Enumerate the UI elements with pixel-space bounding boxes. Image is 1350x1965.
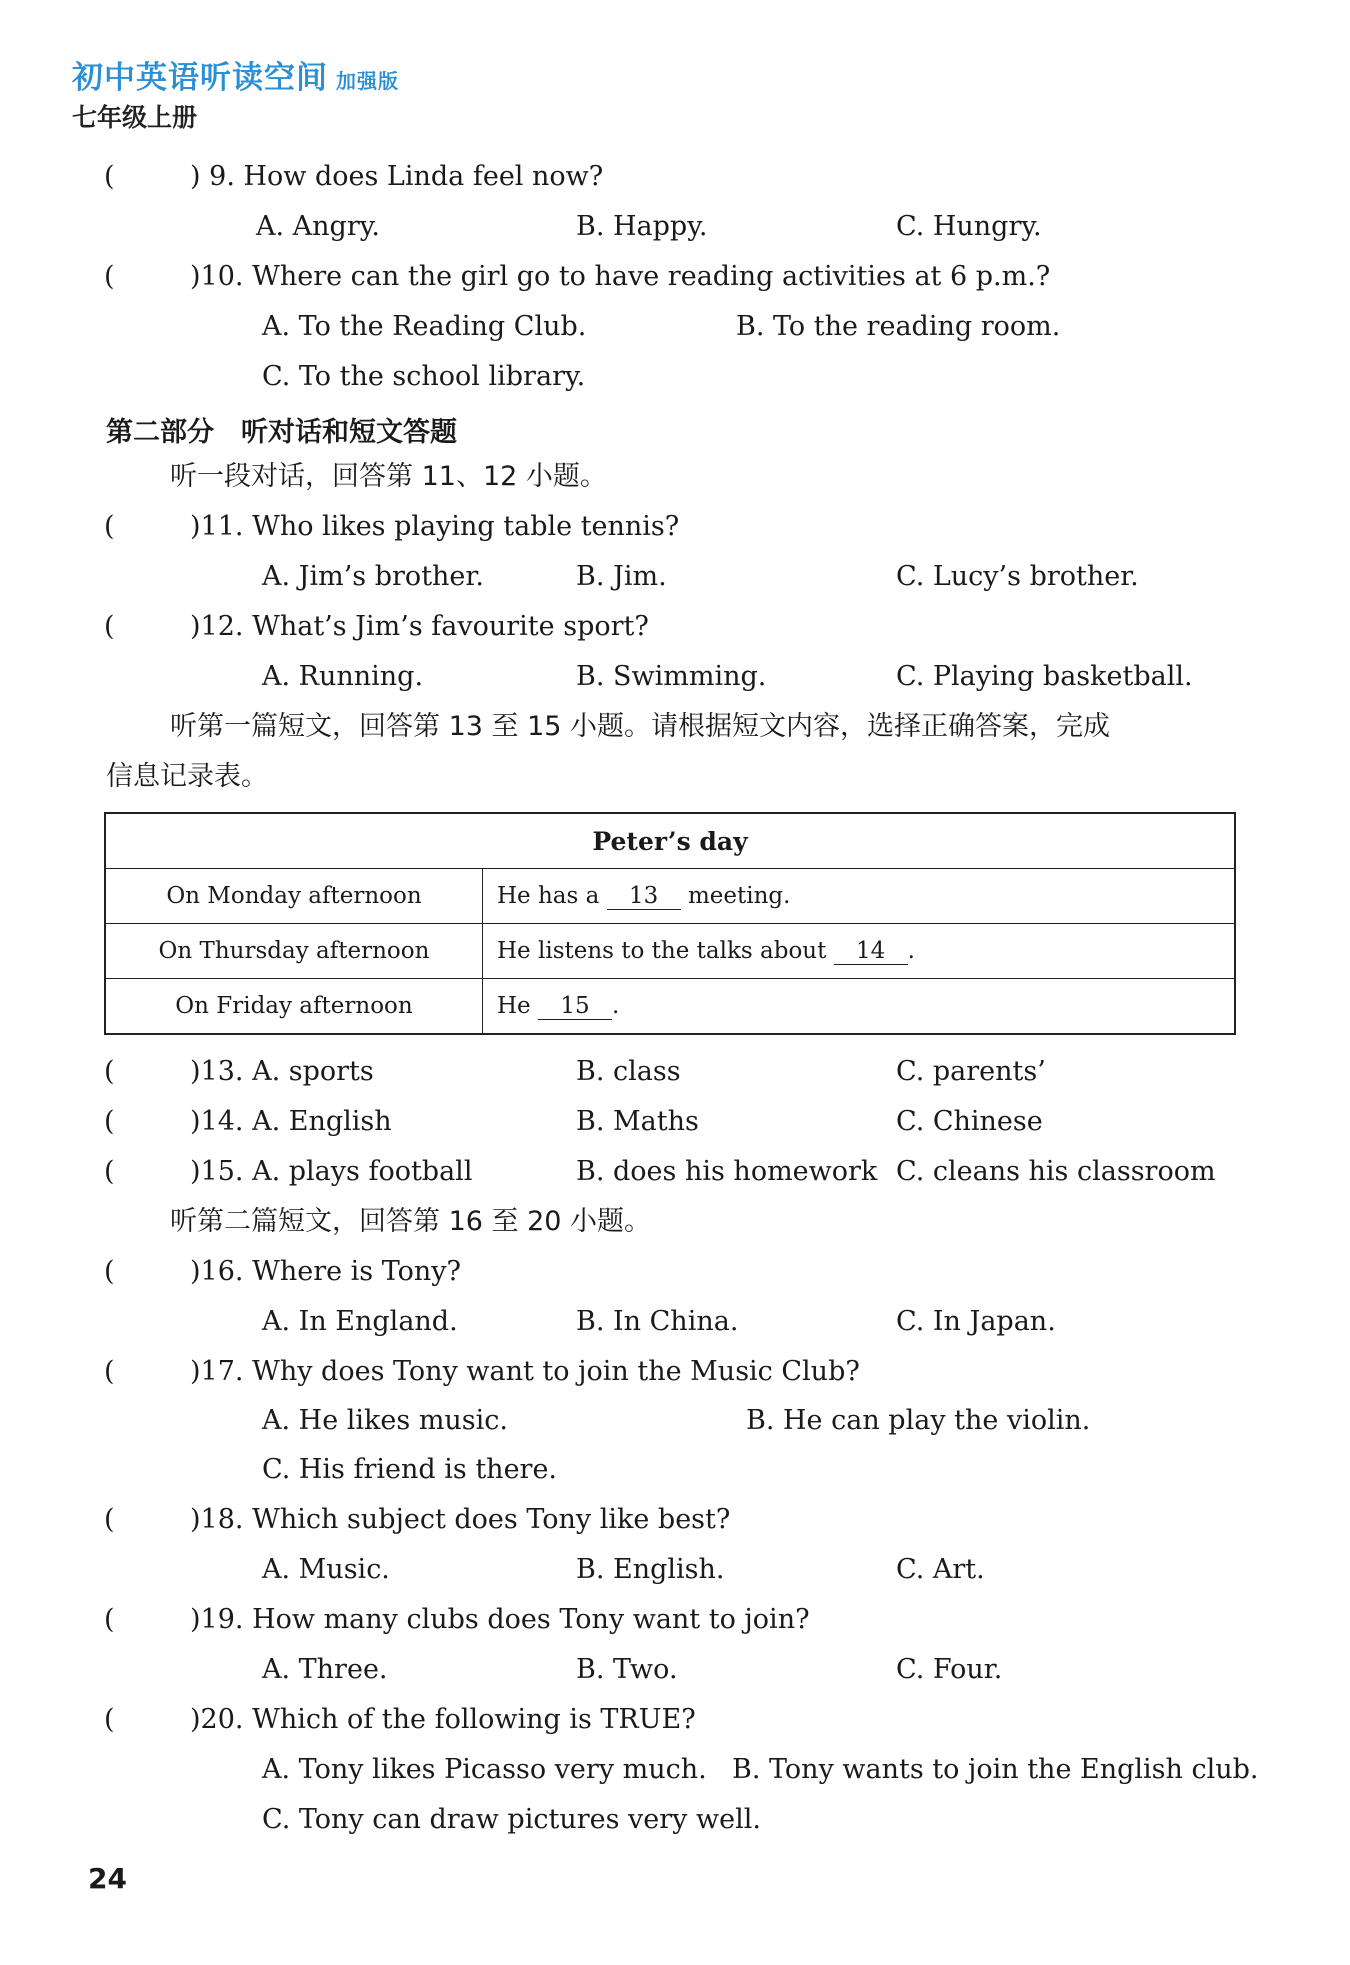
question-stem: )18. Which subject does Tony like best?	[190, 1504, 731, 1535]
blank-15[interactable]: 15	[538, 993, 612, 1020]
question-stem: )17. Why does Tony want to join the Music Club?	[190, 1356, 860, 1387]
option-a: A. Running.	[262, 661, 424, 692]
answer-paren[interactable]: (	[104, 1704, 115, 1735]
book-title: 初中英语听读空间 加强版	[72, 60, 399, 96]
table-cell: He 15 .	[483, 979, 1236, 1035]
option-a: A. Music.	[262, 1554, 390, 1585]
option-a: A. Angry.	[256, 211, 380, 242]
option-b: B. Two.	[576, 1654, 678, 1685]
answer-paren[interactable]: (	[104, 1256, 115, 1287]
table-cell: On Monday afternoon	[105, 869, 483, 924]
answer-paren[interactable]: (	[104, 161, 115, 192]
info-record-table	[104, 812, 1236, 1035]
answer-paren[interactable]: (	[104, 261, 115, 292]
answer-paren[interactable]: (	[104, 1106, 115, 1137]
option-a: A. He likes music.	[262, 1405, 509, 1436]
option-b: B. Happy.	[576, 211, 708, 242]
answer-paren[interactable]: (	[104, 1604, 115, 1635]
option-c: C. Four.	[896, 1654, 1003, 1685]
option-c: C. Lucy’s brother.	[896, 561, 1139, 592]
option-b: B. Maths	[576, 1106, 699, 1137]
option-c: C. Hungry.	[896, 211, 1042, 242]
question-stem: )11. Who likes playing table tennis?	[190, 511, 680, 542]
table-cell: He listens to the talks about 14 .	[483, 924, 1236, 979]
table-row	[105, 924, 1235, 979]
option-b: B. class	[576, 1056, 681, 1087]
question-stem: )19. How many clubs does Tony want to join?	[190, 1604, 810, 1635]
table-row	[105, 869, 1235, 924]
option-c: C. To the school library.	[262, 361, 586, 392]
option-b: B. Swimming.	[576, 661, 767, 692]
instruction: 听第一篇短文，回答第 13 至 15 小题。请根据短文内容，选择正确答案，完成	[170, 711, 1111, 742]
question-stem: )12. What’s Jim’s favourite sport?	[190, 611, 649, 642]
option-b: B. Tony wants to join the English club.	[732, 1754, 1259, 1785]
question-stem: )10. Where can the girl go to have reading activities at 6 p.m.?	[190, 261, 1051, 292]
option-b: B. To the reading room.	[736, 311, 1061, 342]
answer-paren[interactable]: (	[104, 1356, 115, 1387]
option-b: B. Jim.	[576, 561, 667, 592]
question-num: )13. A. sports	[190, 1056, 374, 1087]
section-heading: 第二部分 听对话和短文答题	[106, 417, 457, 448]
table-row	[105, 979, 1235, 1035]
option-c: C. cleans his classroom	[896, 1156, 1216, 1187]
grade-label: 七年级上册	[72, 103, 198, 132]
option-a: A. Tony likes Picasso very much.	[262, 1754, 707, 1785]
option-a: A. In England.	[262, 1306, 458, 1337]
question-stem: ) 9. How does Linda feel now?	[190, 161, 604, 192]
question-stem: )16. Where is Tony?	[190, 1256, 462, 1287]
option-b: B. does his homework	[576, 1156, 878, 1187]
instruction: 听第二篇短文，回答第 16 至 20 小题。	[170, 1206, 652, 1237]
option-b: B. In China.	[576, 1306, 739, 1337]
answer-paren[interactable]: (	[104, 511, 115, 542]
option-c: C. parents’	[896, 1056, 1046, 1087]
page-number: 24	[88, 1862, 127, 1895]
option-c: C. Chinese	[896, 1106, 1043, 1137]
option-b: B. English.	[576, 1554, 725, 1585]
answer-paren[interactable]: (	[104, 611, 115, 642]
option-a: A. Three.	[262, 1654, 388, 1685]
table-cell: He has a 13 meeting.	[483, 869, 1236, 924]
question-stem: )20. Which of the following is TRUE?	[190, 1704, 696, 1735]
question-num: )14. A. English	[190, 1106, 392, 1137]
answer-paren[interactable]: (	[104, 1504, 115, 1535]
option-c: C. Playing basketball.	[896, 661, 1193, 692]
table-cell: On Thursday afternoon	[105, 924, 483, 979]
answer-paren[interactable]: (	[104, 1156, 115, 1187]
blank-13[interactable]: 13	[607, 883, 681, 910]
answer-paren[interactable]: (	[104, 1056, 115, 1087]
instruction: 信息记录表。	[106, 761, 268, 792]
question-num: )15. A. plays football	[190, 1156, 473, 1187]
table-title: Peter’s day	[105, 813, 1235, 869]
instruction: 听一段对话，回答第 11、12 小题。	[170, 461, 607, 492]
option-c: C. Art.	[896, 1554, 985, 1585]
option-b: B. He can play the violin.	[746, 1405, 1091, 1436]
option-a: A. Jim’s brother.	[262, 561, 484, 592]
table-cell: On Friday afternoon	[105, 979, 483, 1035]
option-c: C. In Japan.	[896, 1306, 1056, 1337]
option-a: A. To the Reading Club.	[262, 311, 587, 342]
edition-tag: 加强版	[336, 69, 399, 93]
option-c: C. Tony can draw pictures very well.	[262, 1804, 761, 1835]
blank-14[interactable]: 14	[834, 938, 908, 965]
option-c: C. His friend is there.	[262, 1454, 558, 1485]
